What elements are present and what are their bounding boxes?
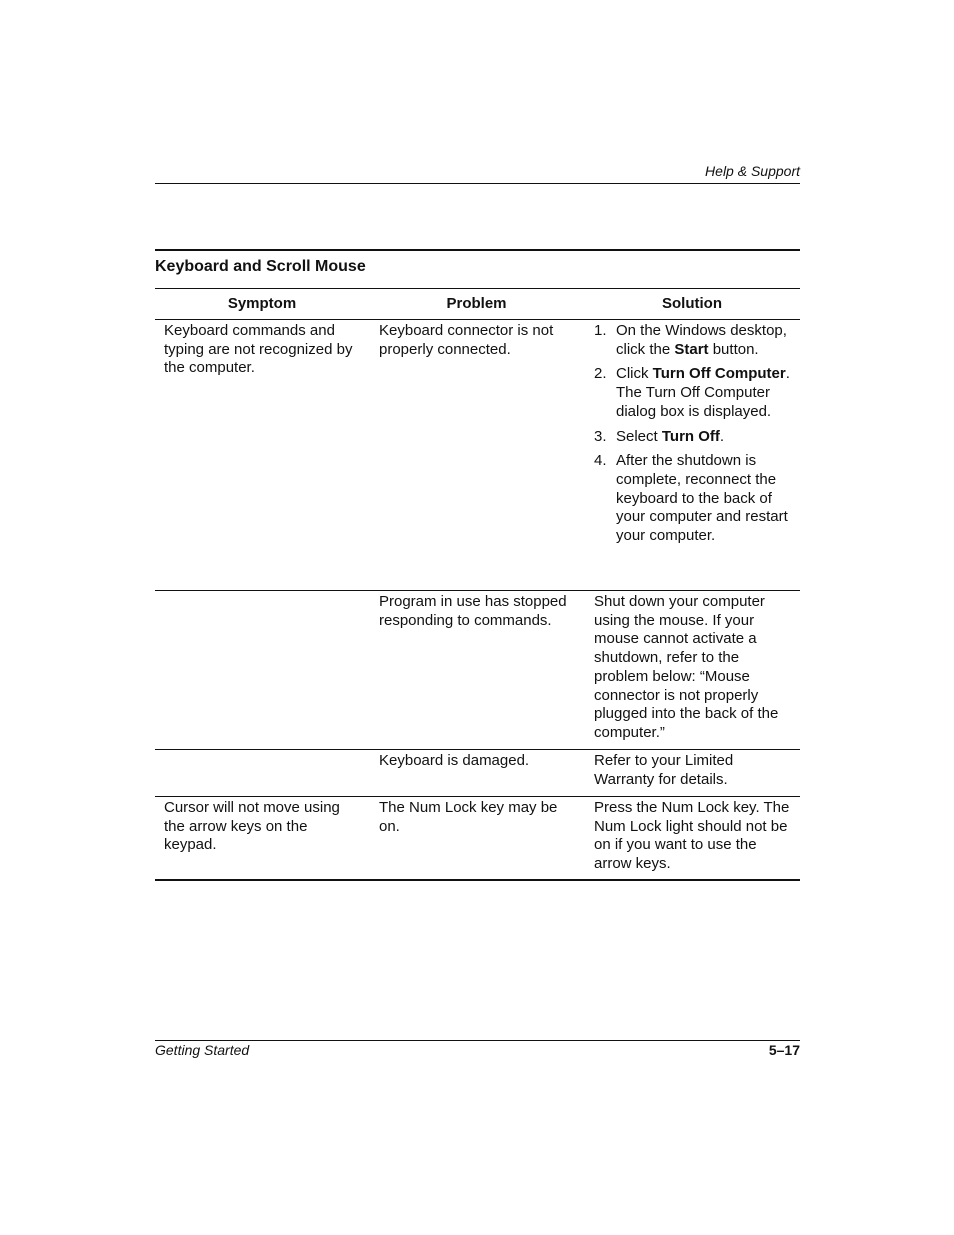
column-header-problem: Problem [446,295,507,312]
step-text: Select [616,427,662,445]
row-divider [155,590,800,591]
step-text: button. [708,340,759,358]
solution-cell: Press the Num Lock key. The Num Lock light should not be on if you want to use the arrow keys. [594,799,790,873]
problem-cell: The Num Lock key may be on. [379,799,558,835]
running-header: Help & Support [705,163,800,179]
problem-cell: Program in use has stopped responding to commands. [379,593,567,629]
solution-cell: Refer to your Limited Warranty for details. [594,752,734,788]
table-bottom-rule [155,879,800,881]
column-header-symptom: Symptom [227,295,297,312]
step-number: 2. [594,365,607,383]
footer-rule [155,1040,800,1041]
step-number: 3. [594,427,607,445]
table-top-rule [155,249,800,251]
solution-step [594,322,794,359]
table-title: Keyboard and Scroll Mouse [155,258,366,275]
solution-step [594,452,794,546]
header-rule [155,183,800,184]
step-ui-term: Start [674,340,709,358]
problem-cell: Keyboard is damaged. [379,752,530,769]
solution-steps-list [594,322,794,546]
step-number: 1. [594,322,607,339]
solution-cell: Shut down your computer using the mouse. If your mouse cannot activate a shutdown, refer to the problem below: “Mouse connector is not properly plugged into the back of the computer.” [594,593,779,741]
step-text: . The Turn Off Computer dialog box is displayed. [616,365,790,420]
symptom-cell: Cursor will not move using the arrow keys on the keypad. [164,799,340,854]
footer-book-title: Getting Started [155,1042,250,1058]
table-header-row [155,288,800,320]
step-ui-term: Turn Off Computer [652,365,786,383]
row-divider [155,749,800,750]
step-text: On the Windows desktop, click the [616,322,787,358]
step-text: . [719,427,725,445]
step-text: After the shutdown is complete, reconnect the keyboard to the back of your computer and restart your computer. [616,452,788,545]
step-ui-term: Turn Off [661,427,720,445]
solution-step [594,428,794,447]
symptom-cell: Keyboard commands and typing are not recognized by the computer. [164,322,353,377]
row-divider [155,796,800,797]
solution-step [594,365,794,421]
problem-cell: Keyboard connector is not properly connected. [379,322,554,358]
solution-cell [594,322,794,552]
page-number: 5–17 [768,1042,800,1058]
step-number: 4. [594,452,607,470]
step-text: Click [616,365,653,383]
column-header-solution: Solution [662,295,722,312]
